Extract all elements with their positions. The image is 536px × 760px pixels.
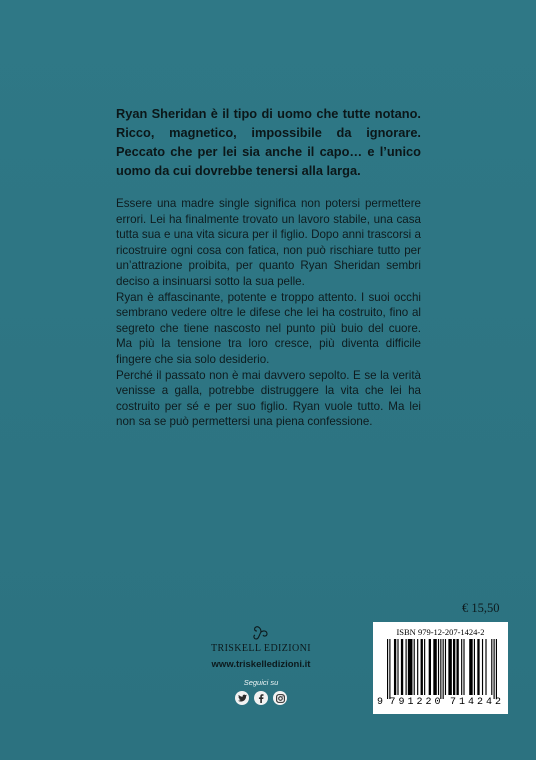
tagline: Ryan Sheridan è il tipo di uomo che tutte notano. Ricco, magnetico, impossibile da ignorare. Peccato che per lei sia anche il capo… e l’unico uomo da cui dovrebbe tenersi alla larga. xyxy=(116,106,421,178)
publisher-block xyxy=(158,622,364,705)
barcode-bar xyxy=(440,639,441,699)
barcode-bar xyxy=(424,639,425,695)
barcode-bar xyxy=(453,639,455,695)
barcode-bar xyxy=(448,639,451,695)
barcode-bar xyxy=(408,639,413,695)
barcode-bar xyxy=(485,639,486,695)
barcode-bar xyxy=(414,639,415,695)
paragraph: Perché il passato non è mai davvero sepolto. E se la verità venisse a galla, potrebbe distruggere la vita che lei ha costruito per sé e per suo figlio. Ryan vuole tutto. Ma lei non sa se può permettersi una piena confessione. xyxy=(116,368,421,429)
barcode-bar xyxy=(443,639,444,699)
isbn-label: ISBN 979-12-207-1424-2 xyxy=(396,627,485,637)
ean-left-group: 791220 xyxy=(389,697,444,708)
barcode-bars xyxy=(387,639,497,699)
blurb xyxy=(116,104,421,430)
paragraph: Ryan è affascinante, potente e troppo attento. I suoi occhi sembrano vedere oltre le difese che lei ha costruito, fino al segreto che tiene nascosto nel punto più buio del cuore. Ma più la tensione tra loro cresce, più diventa difficile fingere che sia solo desiderio. xyxy=(116,290,421,366)
barcode-bar xyxy=(463,639,464,695)
barcode-bar xyxy=(469,639,472,695)
publisher-name: TRISKELL EDIZIONI xyxy=(210,643,312,654)
social-icons xyxy=(158,691,364,705)
barcode-bar xyxy=(401,639,403,695)
ean-first-digit: 9 xyxy=(377,697,384,708)
price-label: € 15,50 xyxy=(462,601,500,615)
barcode xyxy=(373,622,508,714)
instagram-icon[interactable] xyxy=(273,691,287,705)
follow-label: Seguici su xyxy=(243,678,279,687)
barcode-bar xyxy=(387,639,388,699)
barcode-bar xyxy=(494,639,495,699)
barcode-bar xyxy=(491,639,492,695)
triskell-logo-icon xyxy=(250,622,272,642)
barcode-bar xyxy=(456,639,458,695)
barcode-bar xyxy=(445,639,446,695)
barcode-bar xyxy=(474,639,475,695)
website-link[interactable]: www.triskelledizioni.it xyxy=(211,659,311,670)
barcode-bar xyxy=(397,639,398,695)
barcode-bar xyxy=(394,639,396,695)
barcode-bar xyxy=(417,639,418,695)
barcode-bar xyxy=(389,639,390,699)
barcode-bar xyxy=(482,639,483,695)
twitter-icon[interactable] xyxy=(235,691,249,705)
barcode-bar xyxy=(477,639,479,695)
paragraph: Essere una madre single significa non potersi permettere errori. Lei ha finalmente trovato un lavoro stabile, una casa tutta sua e una vita sicura per il figlio. Dopo anni trascorsi a ricostruire ogni cosa con fatica, non può rischiare tutto per un’attrazione proibita, per quanto Ryan Sheridan sembri deciso a insinuarsi sotto la sua pelle. xyxy=(116,197,421,288)
barcode-bar xyxy=(429,639,431,695)
ean-digits xyxy=(377,697,504,708)
barcode-bar xyxy=(496,639,497,699)
ean-right-group: 714242 xyxy=(449,697,504,708)
barcode-bar xyxy=(421,639,423,695)
facebook-icon[interactable] xyxy=(254,691,268,705)
barcode-bar xyxy=(461,639,462,695)
barcode-bar xyxy=(438,639,439,695)
barcode-bar xyxy=(406,639,407,695)
barcode-bar xyxy=(433,639,436,695)
